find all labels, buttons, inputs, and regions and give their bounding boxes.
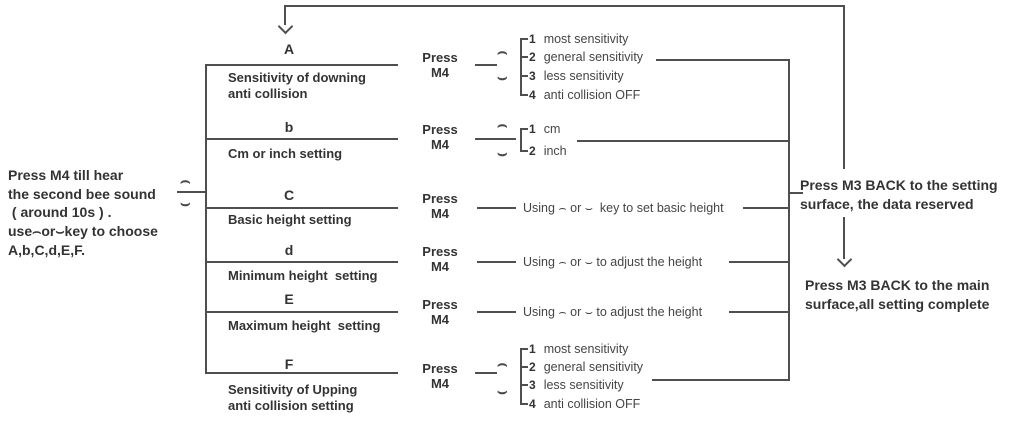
- option-label: most sensitivity: [543, 32, 629, 46]
- row-d-dash-line: [477, 261, 516, 263]
- row-f-underline: [205, 372, 398, 374]
- bracket-tick: [520, 403, 528, 405]
- m4-key-label: M4: [430, 376, 450, 391]
- option-number: 1: [529, 342, 536, 356]
- row-d-description: [228, 268, 378, 284]
- row-c-underline: [205, 207, 398, 209]
- row-e-letter: E: [284, 291, 294, 307]
- row-a-description: [228, 70, 366, 102]
- row-c-letter: C: [283, 187, 295, 203]
- bracket-tick: [520, 75, 528, 77]
- row-f-description: [228, 382, 357, 414]
- press-label: Press: [422, 297, 458, 312]
- row-a-up-key-icon: ⌢: [497, 44, 508, 61]
- press-label: Press: [422, 191, 458, 206]
- instruction-line-3: ( around 10s ) .: [8, 204, 112, 220]
- row-b-option-2: [520, 143, 567, 159]
- row-f-press-m4: [417, 361, 463, 391]
- row-a-desc-line-2: anti collision: [228, 86, 308, 101]
- row-a-option-3: [520, 68, 624, 84]
- m4-key-label: M4: [430, 312, 450, 327]
- option-label: less sensitivity: [543, 378, 624, 392]
- press-label: Press: [422, 361, 458, 376]
- row-f-desc-line-1: Sensitivity of Upping: [228, 382, 358, 397]
- note1-line-2: surface, the data reserved: [800, 195, 974, 212]
- note-setting-complete: [805, 276, 989, 313]
- row-d-using-text: Using ⌢ or ⌣ to adjust the height: [523, 255, 703, 269]
- bracket-tick: [520, 128, 528, 130]
- row-b-underline: [205, 138, 398, 140]
- row-b-description: [228, 146, 342, 162]
- option-number: 4: [529, 88, 536, 102]
- instruction-line-2: the second bee sound: [8, 185, 156, 202]
- row-f-option-1: [520, 341, 628, 357]
- note2-line-1: Press M3 BACK to the main: [805, 277, 990, 293]
- row-b-desc-line-1: Cm or inch setting: [228, 146, 343, 161]
- option-label: most sensitivity: [543, 342, 629, 356]
- left-instruction-block-2: [8, 222, 158, 259]
- row-f-option-3: [520, 377, 624, 393]
- arrow-down-icon: [278, 19, 294, 35]
- instruction-line-4: use⌢or⌣key to choose: [8, 223, 158, 239]
- option-label: inch: [543, 144, 567, 158]
- row-a-result-line: [656, 59, 790, 61]
- row-c-result-line: [743, 207, 790, 209]
- row-d-underline: [205, 261, 398, 263]
- row-e-description: [228, 318, 380, 334]
- row-f-up-key-icon: ⌢: [497, 356, 508, 373]
- row-a-option-2: [520, 49, 643, 65]
- row-f-desc-line-2: anti collision setting: [228, 398, 354, 413]
- row-a-underline: [205, 64, 398, 66]
- row-a-dash-line: [475, 64, 497, 66]
- row-f-option-4: [520, 396, 640, 412]
- row-f-result-line: [652, 379, 790, 381]
- left-instruction-block: [8, 166, 156, 222]
- collector-line: [788, 59, 790, 381]
- bracket-tick: [520, 56, 528, 58]
- m4-key-label: M4: [430, 206, 450, 221]
- option-label: general sensitivity: [543, 50, 644, 64]
- row-c-using-text: Using ⌢ or ⌣ key to set basic height: [523, 201, 724, 215]
- row-d-desc-line-1: Minimum height setting: [228, 268, 378, 283]
- top-loop-line: [284, 5, 845, 7]
- row-e-desc-line-1: Maximum height setting: [228, 318, 381, 333]
- bracket-tick: [520, 38, 528, 40]
- row-d-press-m4: [417, 244, 463, 274]
- row-c-desc-line-1: Basic height setting: [228, 212, 352, 227]
- loop-return-line: [843, 5, 845, 169]
- option-label: cm: [543, 122, 561, 136]
- press-label: Press: [422, 50, 458, 65]
- row-a-press-m4: [417, 50, 463, 80]
- row-c-press-m4: [417, 191, 463, 221]
- press-label: Press: [422, 244, 458, 259]
- row-c-description: [228, 212, 352, 228]
- option-label: anti collision OFF: [543, 397, 641, 411]
- m4-key-label: M4: [430, 65, 450, 80]
- bracket-tick: [520, 348, 528, 350]
- press-label: Press: [422, 122, 458, 137]
- m4-key-label: M4: [430, 259, 450, 274]
- row-b-dash-line: [475, 138, 516, 140]
- option-number: 1: [529, 32, 536, 46]
- row-e-press-m4: [417, 297, 463, 327]
- row-e-underline: [205, 311, 398, 313]
- row-e-using-text: Using ⌢ or ⌣ to adjust the height: [523, 305, 703, 319]
- row-b-option-1: [520, 121, 560, 137]
- option-number: 3: [529, 378, 536, 392]
- note2-line-2: surface,all setting complete: [805, 295, 990, 312]
- note1-line-1: Press M3 BACK to the setting: [800, 177, 998, 193]
- arrow-down-icon: [837, 252, 853, 268]
- option-label: general sensitivity: [543, 360, 644, 374]
- row-c-dash-line: [477, 207, 516, 209]
- option-number: 2: [529, 144, 536, 158]
- bracket-tick: [520, 150, 528, 152]
- option-number: 2: [529, 50, 536, 64]
- instruction-line-5: A,b,C,d,E,F.: [8, 241, 85, 258]
- option-number: 3: [529, 69, 536, 83]
- row-d-result-line: [729, 261, 790, 263]
- row-b-up-key-icon: ⌢: [497, 117, 508, 134]
- row-f-dash-line: [475, 372, 497, 374]
- row-f-down-key-icon: ⌣: [497, 383, 508, 400]
- row-a-desc-line-1: Sensitivity of downing: [228, 70, 366, 85]
- row-a-down-key-icon: ⌣: [497, 69, 508, 86]
- option-number: 4: [529, 397, 536, 411]
- row-f-letter: F: [284, 356, 294, 372]
- row-b-result-line: [577, 140, 790, 142]
- m4-key-label: M4: [430, 137, 450, 152]
- entry-connector-line: [177, 191, 206, 193]
- row-d-letter: d: [284, 242, 294, 258]
- row-a-option-1: [520, 31, 628, 47]
- bracket-tick: [520, 366, 528, 368]
- note-data-reserved: [800, 176, 998, 213]
- main-branch-line: [205, 64, 207, 374]
- up-key-icon: ⌢: [180, 173, 191, 190]
- bracket-tick: [520, 384, 528, 386]
- instruction-line-1: Press M4 till hear: [8, 167, 124, 183]
- row-e-result-line: [729, 311, 790, 313]
- row-e-dash-line: [477, 311, 516, 313]
- down-key-icon: ⌣: [180, 195, 191, 212]
- option-number: 2: [529, 360, 536, 374]
- option-label: anti collision OFF: [543, 88, 641, 102]
- row-a-letter: A: [283, 41, 295, 57]
- row-b-letter: b: [284, 119, 294, 135]
- row-b-press-m4: [417, 122, 463, 152]
- option-number: 1: [529, 122, 536, 136]
- bracket-tick: [520, 94, 528, 96]
- option-label: less sensitivity: [543, 69, 624, 83]
- row-b-down-key-icon: ⌣: [497, 145, 508, 162]
- row-f-option-2: [520, 359, 643, 375]
- row-a-option-4: [520, 87, 640, 103]
